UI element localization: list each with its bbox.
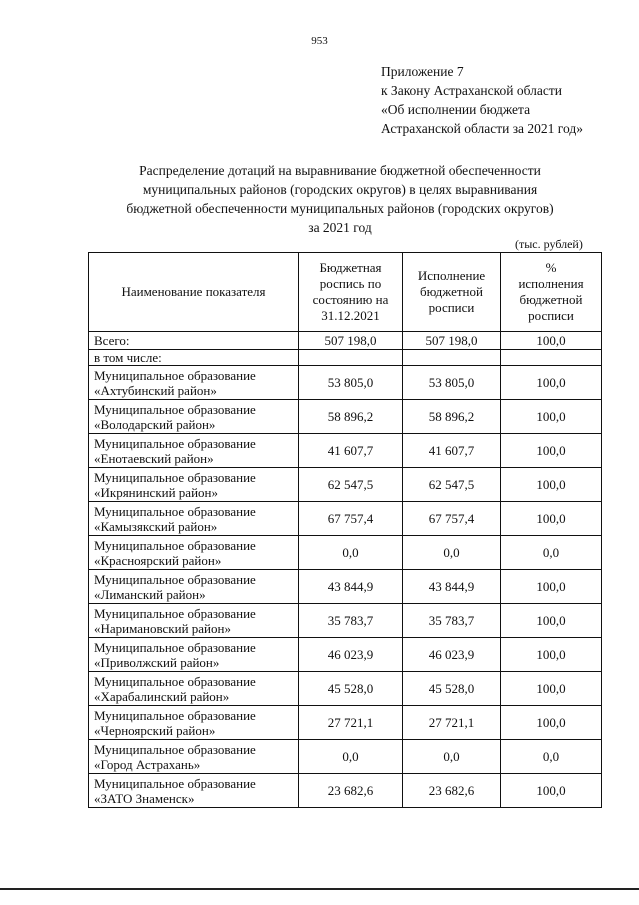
budget-plan-value: 45 528,0 [299, 672, 403, 706]
district-name [89, 434, 299, 468]
district-name-line: «Приволжский район» [94, 654, 220, 670]
budget-plan-value: 58 896,2 [299, 400, 403, 434]
header-pct-line: % [545, 260, 557, 275]
execution-value: 53 805,0 [403, 366, 501, 400]
table-row [89, 774, 602, 808]
empty-cell [299, 350, 403, 366]
total-row [89, 332, 602, 350]
empty-cell [501, 350, 602, 366]
execution-percent: 100,0 [501, 570, 602, 604]
total-plan: 507 198,0 [299, 332, 403, 350]
district-name-line: Муниципальное образование [94, 537, 256, 553]
budget-plan-value: 23 682,6 [299, 774, 403, 808]
header-name: Наименование показателя [89, 253, 299, 332]
execution-value: 27 721,1 [403, 706, 501, 740]
execution-value: 41 607,7 [403, 434, 501, 468]
table-row [89, 638, 602, 672]
district-name-line: Муниципальное образование [94, 469, 256, 485]
appendix-line: Приложение 7 [381, 64, 464, 79]
district-name [89, 638, 299, 672]
district-name [89, 774, 299, 808]
district-name-line: Муниципальное образование [94, 605, 256, 621]
district-name [89, 536, 299, 570]
budget-plan-value: 41 607,7 [299, 434, 403, 468]
budget-plan-value: 43 844,9 [299, 570, 403, 604]
title-line: муниципальных районов (городских округов) в целях выравнивания [142, 182, 538, 197]
execution-value: 58 896,2 [403, 400, 501, 434]
bottom-rule [0, 888, 639, 890]
district-name [89, 468, 299, 502]
district-name-line: «Икрянинский район» [94, 484, 218, 500]
header-exec [403, 253, 501, 332]
execution-percent: 100,0 [501, 502, 602, 536]
execution-percent: 100,0 [501, 672, 602, 706]
execution-value: 62 547,5 [403, 468, 501, 502]
budget-plan-value: 0,0 [299, 740, 403, 774]
execution-percent: 0,0 [501, 740, 602, 774]
header-plan [299, 253, 403, 332]
page-number: 953 [311, 35, 328, 47]
execution-value: 45 528,0 [403, 672, 501, 706]
execution-percent: 0,0 [501, 536, 602, 570]
execution-percent: 100,0 [501, 468, 602, 502]
header-plan-line: Бюджетная [319, 260, 382, 275]
execution-value: 0,0 [403, 740, 501, 774]
subsidies-table [88, 252, 602, 808]
district-name-line: «Харабалинский район» [94, 688, 230, 704]
district-name [89, 400, 299, 434]
table-row [89, 366, 602, 400]
execution-value: 46 023,9 [403, 638, 501, 672]
table-row [89, 468, 602, 502]
table-row [89, 604, 602, 638]
table-row [89, 672, 602, 706]
total-pct: 100,0 [501, 332, 602, 350]
table-row [89, 434, 602, 468]
district-name-line: «Наримановский район» [94, 620, 231, 636]
table-row [89, 400, 602, 434]
district-name [89, 366, 299, 400]
district-name-line: «Ахтубинский район» [94, 382, 217, 398]
appendix-line: к Закону Астраханской области [381, 83, 563, 98]
table-row [89, 740, 602, 774]
execution-value: 23 682,6 [403, 774, 501, 808]
table-row [89, 502, 602, 536]
district-name-line: «Енотаевский район» [94, 450, 214, 466]
appendix-line: «Об исполнении бюджета [381, 102, 531, 117]
header-plan-line: 31.12.2021 [321, 308, 380, 323]
header-pct-line: росписи [528, 308, 574, 323]
header-exec-line: Исполнение [417, 268, 486, 283]
total-label: Всего: [89, 332, 299, 350]
budget-plan-value: 53 805,0 [299, 366, 403, 400]
district-name [89, 502, 299, 536]
execution-percent: 100,0 [501, 774, 602, 808]
table-row [89, 536, 602, 570]
budget-plan-value: 67 757,4 [299, 502, 403, 536]
table-row [89, 706, 602, 740]
including-label: в том числе: [89, 350, 299, 366]
execution-percent: 100,0 [501, 434, 602, 468]
execution-percent: 100,0 [501, 706, 602, 740]
title-line: за 2021 год [308, 220, 372, 235]
district-name [89, 604, 299, 638]
district-name-line: Муниципальное образование [94, 401, 256, 417]
district-name-line: «Володарский район» [94, 416, 216, 432]
district-name-line: Муниципальное образование [94, 673, 256, 689]
table-header-row [89, 253, 602, 332]
district-name [89, 706, 299, 740]
district-name-line: Муниципальное образование [94, 435, 256, 451]
table-row [89, 570, 602, 604]
district-name-line: Муниципальное образование [94, 503, 256, 519]
district-name [89, 570, 299, 604]
execution-value: 43 844,9 [403, 570, 501, 604]
total-exec: 507 198,0 [403, 332, 501, 350]
header-exec-line: бюджетной [420, 284, 483, 299]
budget-plan-value: 62 547,5 [299, 468, 403, 502]
header-pct-line: бюджетной [519, 292, 583, 307]
district-name-line: Муниципальное образование [94, 571, 256, 587]
district-name-line: «Красноярский район» [94, 552, 222, 568]
execution-percent: 100,0 [501, 366, 602, 400]
execution-percent: 100,0 [501, 638, 602, 672]
header-pct [501, 253, 602, 332]
appendix-line: Астраханской области за 2021 год» [381, 121, 583, 136]
title-line: бюджетной обеспеченности муниципальных районов (городских округов) [126, 201, 554, 216]
title-line: Распределение дотаций на выравнивание бюджетной обеспеченности [139, 163, 541, 178]
including-row [89, 350, 602, 366]
district-name-line: Муниципальное образование [94, 707, 256, 723]
budget-plan-value: 35 783,7 [299, 604, 403, 638]
budget-plan-value: 27 721,1 [299, 706, 403, 740]
district-name-line: «Камызякский район» [94, 518, 218, 534]
district-name-line: Муниципальное образование [94, 367, 256, 383]
district-name-line: «ЗАТО Знаменск» [94, 790, 195, 806]
header-exec-line: росписи [428, 300, 475, 315]
district-name-line: Муниципальное образование [94, 741, 256, 757]
execution-value: 35 783,7 [403, 604, 501, 638]
document-title [90, 161, 590, 237]
district-name [89, 740, 299, 774]
empty-cell [403, 350, 501, 366]
district-name-line: Муниципальное образование [94, 639, 256, 655]
district-name-line: Муниципальное образование [94, 775, 256, 791]
execution-percent: 100,0 [501, 604, 602, 638]
execution-percent: 100,0 [501, 400, 602, 434]
district-name [89, 672, 299, 706]
district-name-line: «Черноярский район» [94, 722, 216, 738]
budget-plan-value: 46 023,9 [299, 638, 403, 672]
header-plan-line: роспись по [319, 276, 382, 291]
budget-plan-value: 0,0 [299, 536, 403, 570]
header-pct-line: исполнения [518, 276, 584, 291]
district-name-line: «Лиманский район» [94, 586, 206, 602]
header-plan-line: состоянию на [312, 292, 389, 307]
district-name-line: «Город Астрахань» [94, 756, 201, 772]
units-label: (тыс. рублей) [515, 237, 583, 251]
execution-value: 67 757,4 [403, 502, 501, 536]
appendix-block [381, 62, 583, 138]
execution-value: 0,0 [403, 536, 501, 570]
